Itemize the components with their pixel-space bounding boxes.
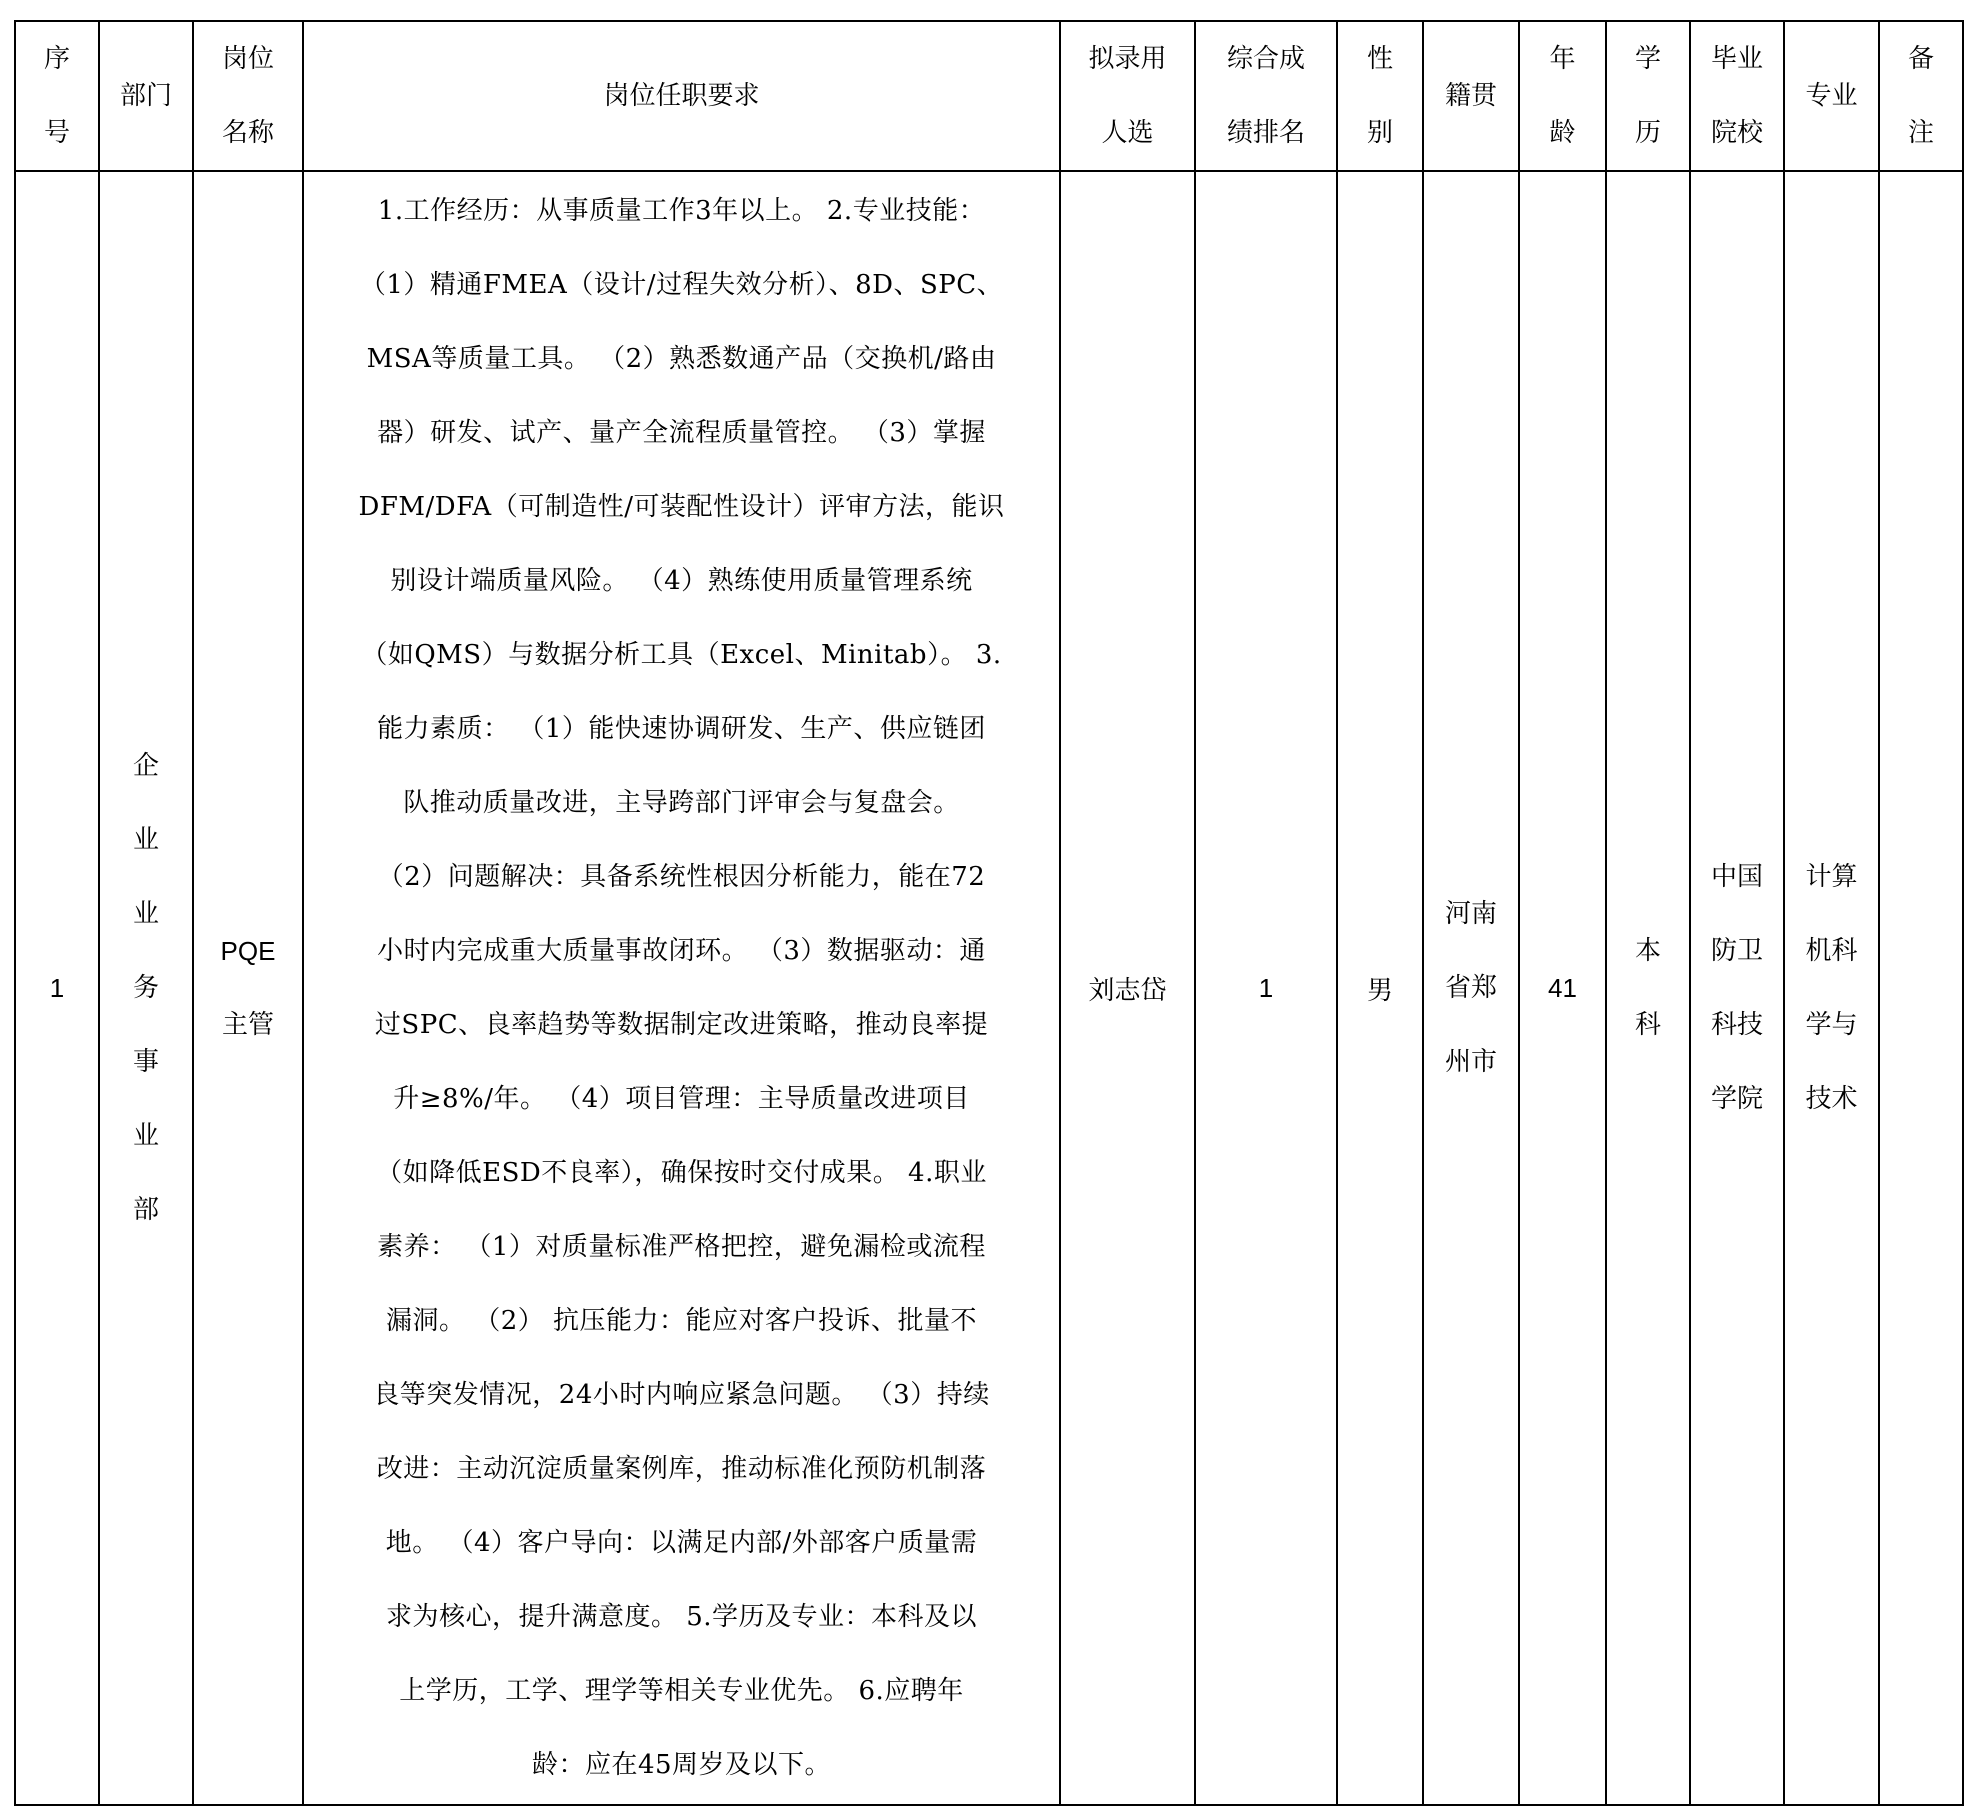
cell-dept: 企 业 业 务 事 业 部 (99, 171, 193, 1805)
header-row (15, 21, 1963, 171)
header-requirements: 岗位任职要求 (303, 21, 1060, 171)
header-rank: 综合成 绩排名 (1195, 21, 1337, 171)
requirement-line: 地。 （4）客户导向：以满足内部/外部客户质量需 (385, 1528, 978, 1558)
cell-major: 计算 机科 学与 技术 (1784, 171, 1879, 1805)
requirement-line: 良等突发情况，24小时内响应紧急问题。 （3）持续 (373, 1380, 990, 1410)
cell-education: 本 科 (1606, 171, 1690, 1805)
cell-school: 中国 防卫 科技 学院 (1690, 171, 1784, 1805)
requirement-line: 素养： （1）对质量标准严格把控，避免漏检或流程 (377, 1232, 986, 1262)
header-position: 岗位 名称 (193, 21, 303, 171)
header-remarks: 备 注 (1879, 21, 1963, 171)
requirement-line: 队推动质量改进，主导跨部门评审会与复盘会。 (403, 788, 960, 818)
header-candidate: 拟录用 人选 (1060, 21, 1195, 171)
header-seq: 序 号 (15, 21, 99, 171)
header-major: 专业 (1784, 21, 1879, 171)
requirement-line: 升≥8%/年。 （4）项目管理：主导质量改进项目 (393, 1084, 970, 1114)
header-age: 年 龄 (1519, 21, 1606, 171)
requirement-line: （1）精通FMEA（设计/过程失效分析）、8D、SPC、 (359, 270, 1004, 300)
requirement-line: 求为核心，提升满意度。 5.学历及专业：本科及以 (385, 1602, 978, 1632)
cell-age: 41 (1519, 171, 1606, 1805)
header-dept: 部门 (99, 21, 193, 171)
cell-rank: 1 (1195, 171, 1337, 1805)
header-origin: 籍贯 (1423, 21, 1519, 171)
requirement-line: 小时内完成重大质量事故闭环。 （3）数据驱动：通 (377, 936, 986, 966)
header-gender: 性 别 (1337, 21, 1423, 171)
cell-candidate: 刘志岱 (1060, 171, 1195, 1805)
cell-position: PQE 主管 (193, 171, 303, 1805)
requirement-line: （如降低ESD不良率），确保按时交付成果。 4.职业 (376, 1158, 987, 1188)
header-education: 学 历 (1606, 21, 1690, 171)
cell-seq: 1 (15, 171, 99, 1805)
table-row (15, 171, 1963, 1805)
requirement-line: （2）问题解决：具备系统性根因分析能力，能在72 (377, 862, 986, 892)
requirement-line: （如QMS）与数据分析工具（Excel、Minitab）。 3. (361, 640, 1002, 670)
requirement-line: 1.工作经历：从事质量工作3年以上。 2.专业技能： (377, 196, 986, 226)
requirement-line: MSA等质量工具。 （2）熟悉数通产品（交换机/路由 (366, 344, 997, 374)
cell-gender: 男 (1337, 171, 1423, 1805)
requirement-line: 过SPC、良率趋势等数据制定改进策略，推动良率提 (374, 1010, 989, 1040)
requirement-line: DFM/DFA（可制造性/可装配性设计）评审方法，能识 (358, 492, 1005, 522)
requirement-line: 龄：应在45周岁及以下。 (531, 1750, 832, 1780)
cell-origin: 河南 省郑 州市 (1423, 171, 1519, 1805)
requirement-line: 漏洞。 （2） 抗压能力：能应对客户投诉、批量不 (385, 1306, 978, 1336)
recruitment-table (14, 20, 1964, 1806)
requirement-line: 改进：主动沉淀质量案例库，推动标准化预防机制落 (376, 1454, 987, 1484)
requirement-line: 能力素质： （1）能快速协调研发、生产、供应链团 (377, 714, 986, 744)
cell-requirements (303, 171, 1060, 1805)
requirement-line: 上学历，工学、理学等相关专业优先。 6.应聘年 (399, 1676, 964, 1706)
requirement-line: 器）研发、试产、量产全流程质量管控。 （3）掌握 (377, 418, 986, 448)
header-school: 毕业 院校 (1690, 21, 1784, 171)
cell-remarks (1879, 171, 1963, 1805)
requirement-line: 别设计端质量风险。 （4）熟练使用质量管理系统 (390, 566, 973, 596)
